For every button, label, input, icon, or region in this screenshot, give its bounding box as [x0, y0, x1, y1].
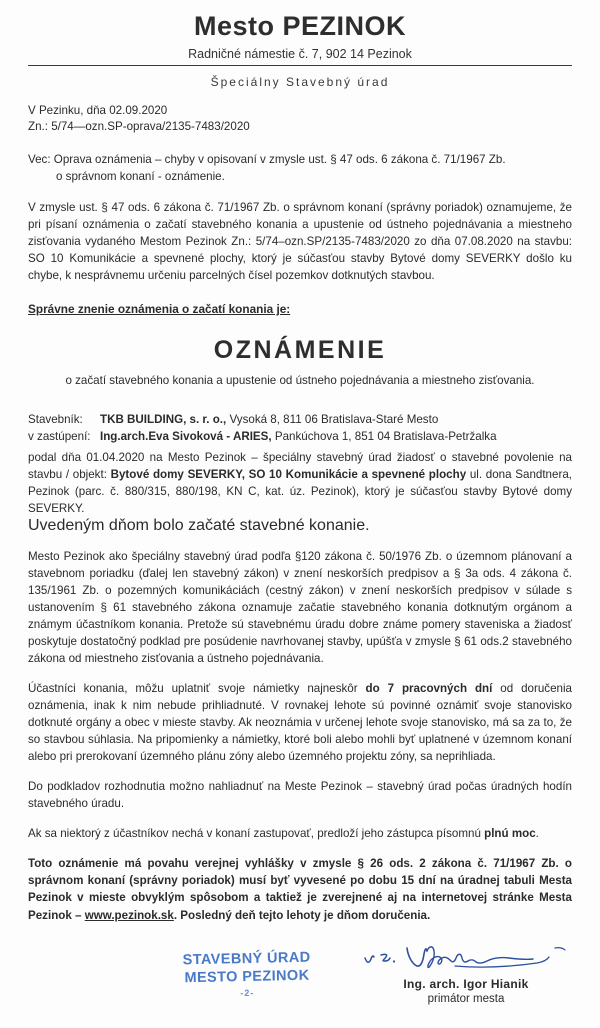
announcement-subtitle: o začatí stavebného konania a upustenie od ústneho pojednávania a miestneho zisťovania.: [65, 374, 535, 388]
applicant-block: [28, 411, 572, 446]
poa-part-1: Ak sa niektorý z účastníkov nechá v konaní zastupovať, predloží jeho zástupca písomnú: [28, 827, 485, 841]
poa-part-2: .: [535, 827, 539, 841]
subject-line-1: Oprava oznámenia – chyby v opisovaní v zmysle ust. § 47 ods. 6 zákona č. 71/1967 Zb.: [53, 153, 506, 167]
stamp-line-1: STAVEBNÝ ÚRAD: [182, 949, 311, 968]
application-part-1: podal dňa 01.04.2020 na Mesto Pezinok – špeciálny stavebný úrad žiadosť o stavebné povolenie na stavbu / objekt:: [28, 450, 572, 481]
intro-paragraph: V zmysle ust. § 47 ods. 6 zákona č. 71/1967 Zb. o správnom konaní (správny poriadok) oznamujeme, že pri písaní oznámenia o začatí stavebného konania a upustenie od ústneho pojednávania a miestneho zisťovania vydaného Mestom Pezinok Zn.: 5/74–ozn.SP/2135-7483/2020 zo dňa 07.08.2020 na stavbu: SO 10 Komunikácie a spevnené plochy, ktorý je súčasťou stavby Bytové domy SEVERKY došlo ku chybe, k nesprávnemu určeniu parcelných čísel pozemkov dotknutých stavbou.: [28, 200, 572, 282]
signatory-name: Ing. arch. Igor Hianik: [403, 976, 529, 991]
pezinok-website-link[interactable]: www.pezinok.sk: [84, 908, 174, 922]
power-of-attorney-paragraph: [28, 825, 572, 842]
inspection-paragraph: Do podkladov rozhodnutia možno nahliadnuť na Meste Pezinok – stavebný úrad počas úradných hodín stavebného úradu.: [28, 780, 572, 811]
subject-line-2: o správnom konaní - oznámenie.: [56, 170, 225, 184]
letterhead: [0, 12, 600, 89]
stamp-line-2: MESTO PEZINOK: [184, 967, 310, 986]
office-stamp: [182, 948, 311, 1000]
builder-label: Stavebník:: [28, 413, 83, 427]
header-divider: [28, 65, 572, 66]
objection-deadline: do 7 pracovných dní: [365, 682, 493, 696]
page-number-mark: -2-: [240, 987, 255, 998]
participants-paragraph: [28, 680, 572, 765]
public-notice-part-1: Toto oznámenie má povahu verejnej vyhlášky v zmysle § 26 ods. 2 zákona č. 71/1967 Zb. o správnom konaní (správny poriadok) musí byť vyvesené po dobu 15 dní na úradnej tabuli Mesta Pezinok v mieste obvyklým spôsobom a taktiež je zverejnené aj na internetovej stránke Mesta Pezinok –: [28, 857, 572, 922]
signature-block: [346, 942, 586, 1005]
representative-row: [28, 428, 572, 445]
builder-address: Vysoká 8, 811 06 Bratislava-Staré Mesto: [226, 413, 439, 427]
representative-name: Ing.arch.Eva Sivoková - ARIES,: [100, 430, 272, 444]
organization-address: Radničné námestie č. 7, 902 14 Pezinok: [188, 46, 412, 61]
application-object: Bytové domy SEVERKY, SO 10 Komunikácie a spevnené plochy: [110, 467, 467, 481]
application-paragraph: [28, 449, 572, 517]
participants-part-2: od doručenia oznámenia, inak k nim nebude prihliadnuté. V rovnakej lehote sú povinné oznámiť svoje stanovisko dotknuté orgány a obec v mieste stavby. Ak neoznámia v určenej lehote svoje stanovisko, má sa za to, že so stavbou súhlasia. Na pripomienky a námietky, ktoré boli alebo mohli byť uplatnené v územnom konaní alebo pri prerokovaní územného plánu zóny alebo územného projektu zóny, sa neprihliada.: [28, 682, 572, 764]
subject-label: Vec:: [28, 153, 51, 167]
builder-name: TKB BUILDING, s. r. o.,: [100, 413, 227, 427]
subject-block: [28, 152, 572, 186]
builder-row: [28, 411, 572, 428]
reference-number: Zn.: 5/74—ozn.SP-oprava/2135-7483/2020: [28, 120, 250, 134]
signature-area: [28, 942, 572, 1028]
representative-label: v zastúpení:: [28, 430, 91, 444]
place-and-date: V Pezinku, dňa 02.09.2020: [28, 103, 168, 117]
document-body: [28, 103, 572, 1028]
department-subtitle: Špeciálny Stavebný úrad: [210, 74, 390, 89]
application-part-2: ul. dona Sandtnera, Pezinok (parc. č. 880/315, 880/198, KN C, kat. úz. Pezinok), ktorý je súčasťou stavby Bytové domy SEVERKY.: [28, 467, 572, 515]
participants-part-1: Účastníci konania, môžu uplatniť svoje námietky najneskôr: [28, 682, 366, 696]
poa-term: plnú moc: [484, 827, 536, 841]
correct-wording-heading: Správne znenie oznámenia o začatí konania je:: [28, 302, 291, 317]
public-notice-part-2: . Posledný deň tejto lehoty je dňom doručenia.: [173, 908, 431, 922]
announcement-title: OZNÁMENIE: [213, 336, 387, 365]
public-notice-paragraph: [28, 855, 572, 923]
representative-value: [100, 428, 497, 445]
document-content: [0, 12, 600, 1028]
signatory-role: primátor mesta: [427, 992, 505, 1005]
legal-basis-paragraph: Mesto Pezinok ako špeciálny stavebný úrad podľa §120 zákona č. 50/1976 Zb. o územnom plánovaní a stavebnom poriadku (ďalej len stavebný zákon) v znení neskorších predpisov a § 3a ods. 4 zákona č. 135/1961 Zb. o pozemných komunikáciách (cestný zákon) v znení neskorších predpisov v súlade s ustanovením § 61 stavebného zákona oznamuje začatie stavebného konania dotknutým orgánom a známym účastníkom konania. Pretože sú stavebnému úradu dobre známe pomery staveniska a žiadosť poskytuje dostatočný podklad pre posúdenie navrhovanej stavby, upúšťa v zmysle § 61 ods.2 stavebného zákona od miestneho zisťovania a ústneho pojednávania.: [28, 549, 572, 666]
representative-address: Pankúchova 1, 851 04 Bratislava-Petržalka: [271, 430, 497, 444]
proceeding-started-line: Uvedeným dňom bolo začaté stavebné konanie.: [28, 516, 370, 534]
document-meta: [28, 103, 572, 137]
organization-title: Mesto PEZINOK: [193, 11, 407, 41]
builder-value: [100, 411, 438, 428]
handwritten-signature-icon: [359, 942, 574, 976]
